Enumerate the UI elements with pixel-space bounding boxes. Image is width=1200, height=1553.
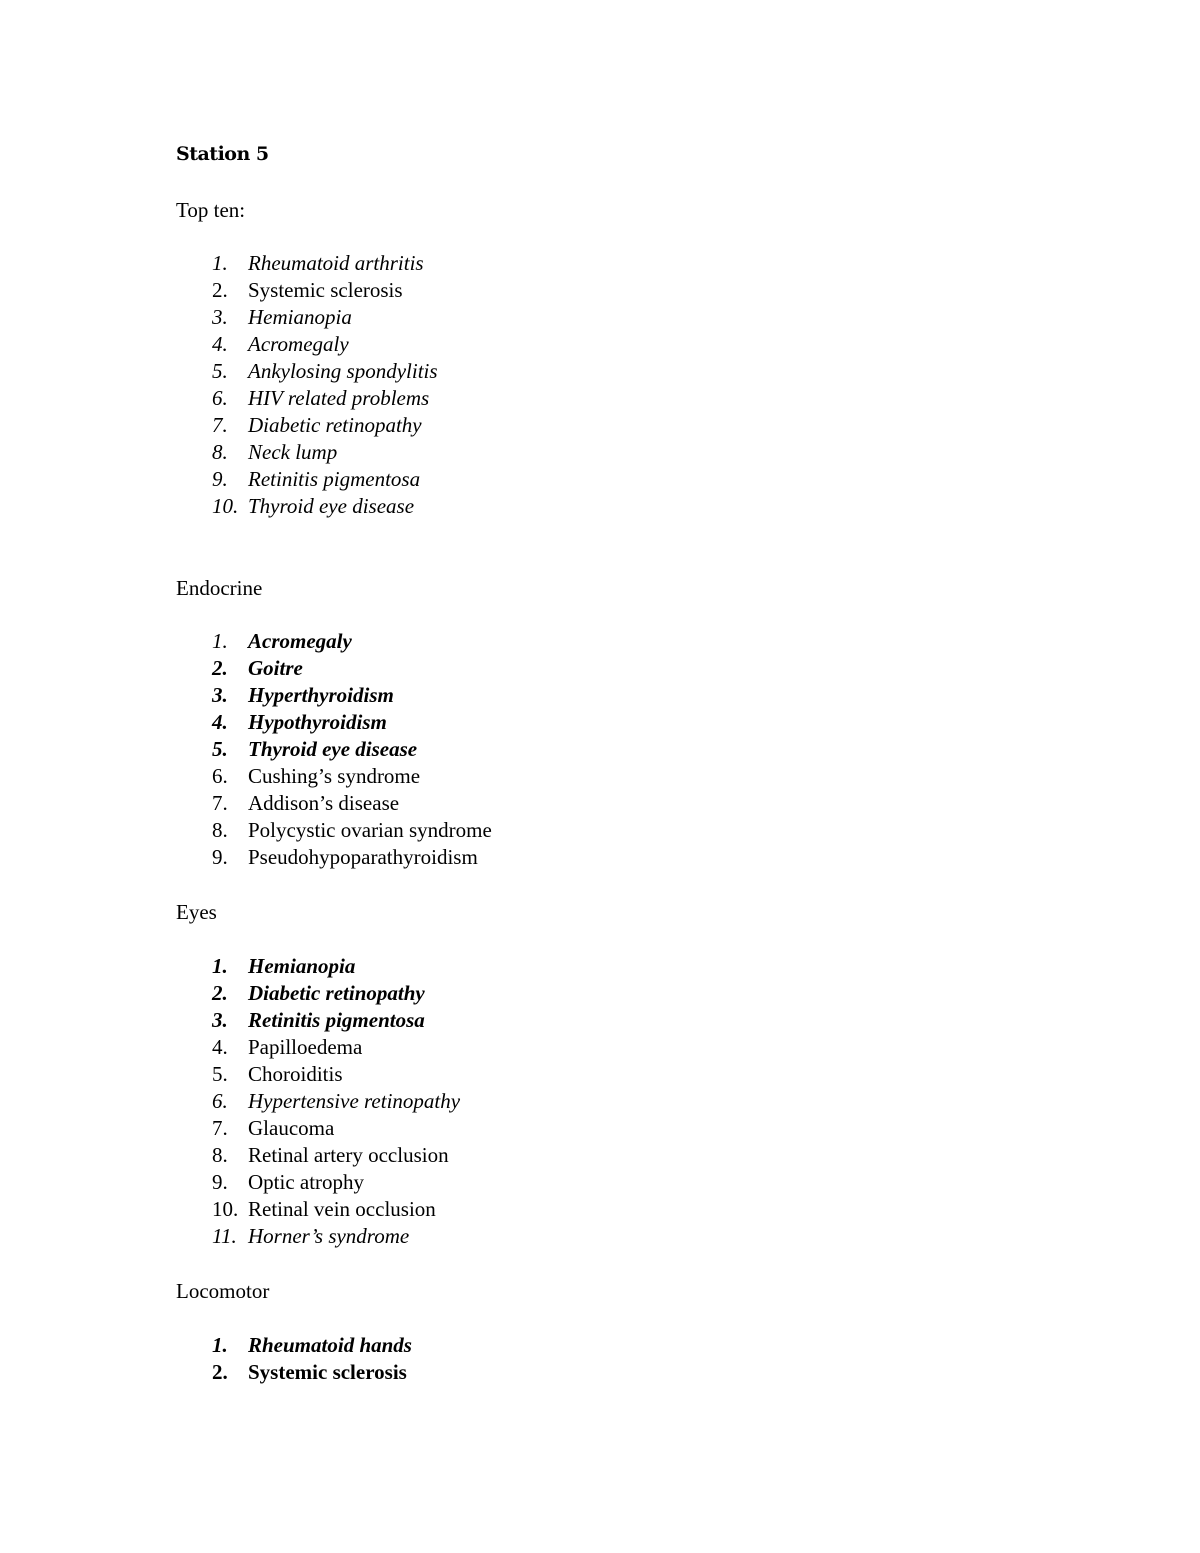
- list-item-number: 8.: [212, 440, 228, 464]
- list-item-number: 2.: [212, 1360, 228, 1384]
- list-item-number: 8.: [212, 818, 228, 842]
- list-item: [176, 1088, 460, 1115]
- endocrine-list: [176, 628, 492, 871]
- list-item: [176, 980, 460, 1007]
- list-item-text: Cushing’s syndrome: [248, 764, 421, 788]
- list-item-text: Thyroid eye disease: [248, 494, 415, 518]
- list-item-text: Systemic sclerosis: [248, 1360, 407, 1384]
- list-item: [176, 1332, 412, 1359]
- list-item-number: 3.: [212, 1008, 228, 1032]
- list-item-number: 7.: [212, 791, 228, 815]
- list-item: [176, 628, 492, 655]
- list-item-text: Retinitis pigmentosa: [248, 467, 421, 491]
- list-item-number: 1.: [212, 954, 228, 978]
- list-item-text: Thyroid eye disease: [248, 737, 418, 761]
- list-item-number: 9.: [212, 467, 228, 491]
- list-item-text: Hyperthyroidism: [248, 683, 394, 707]
- list-item-text: Hypertensive retinopathy: [248, 1089, 461, 1113]
- list-item-number: 8.: [212, 1143, 228, 1167]
- list-item: [176, 1359, 412, 1386]
- list-item: [176, 412, 438, 439]
- list-item-text: Goitre: [248, 656, 303, 680]
- list-item: [176, 250, 438, 277]
- list-item-text: Retinal vein occlusion: [248, 1197, 436, 1221]
- list-item-text: Ankylosing spondylitis: [248, 359, 438, 383]
- list-item: [176, 763, 492, 790]
- list-item-number: 3.: [212, 683, 228, 707]
- page-title: Station 5: [176, 143, 269, 165]
- section-heading-eyes: Eyes: [176, 900, 217, 924]
- list-item-number: 5.: [212, 359, 228, 383]
- list-item: [176, 331, 438, 358]
- list-item: [176, 1196, 460, 1223]
- list-item-text: Hypothyroidism: [248, 710, 387, 734]
- top-ten-list: [176, 250, 438, 520]
- list-item-number: 4.: [212, 1035, 228, 1059]
- list-item-number: 5.: [212, 737, 228, 761]
- list-item-number: 2.: [212, 278, 228, 302]
- list-item-number: 6.: [212, 386, 228, 410]
- list-item-text: Optic atrophy: [248, 1170, 365, 1194]
- list-item-text: Hemianopia: [248, 954, 356, 978]
- list-item: [176, 1169, 460, 1196]
- list-item-number: 3.: [212, 305, 228, 329]
- list-item-text: Acromegaly: [248, 332, 349, 356]
- list-item-number: 9.: [212, 845, 228, 869]
- list-item-text: Addison’s disease: [248, 791, 400, 815]
- list-item: [176, 709, 492, 736]
- list-item: [176, 953, 460, 980]
- list-item: [176, 682, 492, 709]
- list-item-number: 2.: [212, 656, 228, 680]
- list-item: [176, 493, 438, 520]
- list-item: [176, 1034, 460, 1061]
- list-item-number: 9.: [212, 1170, 228, 1194]
- list-item-text: Retinitis pigmentosa: [248, 1008, 425, 1032]
- list-item-text: Systemic sclerosis: [248, 278, 403, 302]
- list-item-number: 10.: [212, 494, 239, 518]
- list-item-text: HIV related problems: [248, 386, 430, 410]
- list-item-number: 4.: [212, 710, 228, 734]
- list-item-number: 7.: [212, 413, 228, 437]
- list-item-number: 2.: [212, 981, 228, 1005]
- section-heading-locomotor: Locomotor: [176, 1279, 270, 1303]
- locomotor-list: [176, 1332, 412, 1386]
- list-item-text: Rheumatoid hands: [248, 1333, 412, 1357]
- list-item-text: Pseudohypoparathyroidism: [248, 845, 478, 869]
- list-item-number: 11.: [212, 1224, 237, 1248]
- list-item: [176, 1142, 460, 1169]
- list-item-text: Rheumatoid arthritis: [248, 251, 424, 275]
- list-item: [176, 655, 492, 682]
- section-heading-top-ten: Top ten:: [176, 198, 246, 222]
- list-item-text: Polycystic ovarian syndrome: [248, 818, 492, 842]
- list-item-number: 5.: [212, 1062, 228, 1086]
- list-item: [176, 439, 438, 466]
- list-item-number: 1.: [212, 629, 228, 653]
- list-item-number: 1.: [212, 1333, 228, 1357]
- list-item-number: 7.: [212, 1116, 228, 1140]
- list-item-number: 4.: [212, 332, 228, 356]
- list-item-number: 6.: [212, 764, 228, 788]
- eyes-list: [176, 953, 460, 1250]
- list-item-text: Horner’s syndrome: [248, 1224, 410, 1248]
- list-item: [176, 1061, 460, 1088]
- list-item-number: 1.: [212, 251, 228, 275]
- list-item: [176, 1115, 460, 1142]
- list-item: [176, 1223, 460, 1250]
- list-item-number: 10.: [212, 1197, 239, 1221]
- list-item: [176, 277, 438, 304]
- list-item-text: Choroiditis: [248, 1062, 343, 1086]
- list-item: [176, 790, 492, 817]
- list-item: [176, 304, 438, 331]
- list-item: [176, 358, 438, 385]
- list-item: [176, 736, 492, 763]
- list-item-text: Glaucoma: [248, 1116, 335, 1140]
- section-heading-endocrine: Endocrine: [176, 576, 263, 600]
- list-item-text: Hemianopia: [248, 305, 352, 329]
- list-item: [176, 466, 438, 493]
- list-item-text: Retinal artery occlusion: [248, 1143, 449, 1167]
- list-item-text: Neck lump: [248, 440, 338, 464]
- list-item: [176, 385, 438, 412]
- list-item-number: 6.: [212, 1089, 228, 1113]
- list-item-text: Papilloedema: [248, 1035, 363, 1059]
- list-item: [176, 817, 492, 844]
- list-item: [176, 844, 492, 871]
- list-item-text: Diabetic retinopathy: [248, 413, 422, 437]
- list-item-text: Diabetic retinopathy: [248, 981, 425, 1005]
- list-item-text: Acromegaly: [248, 629, 352, 653]
- list-item: [176, 1007, 460, 1034]
